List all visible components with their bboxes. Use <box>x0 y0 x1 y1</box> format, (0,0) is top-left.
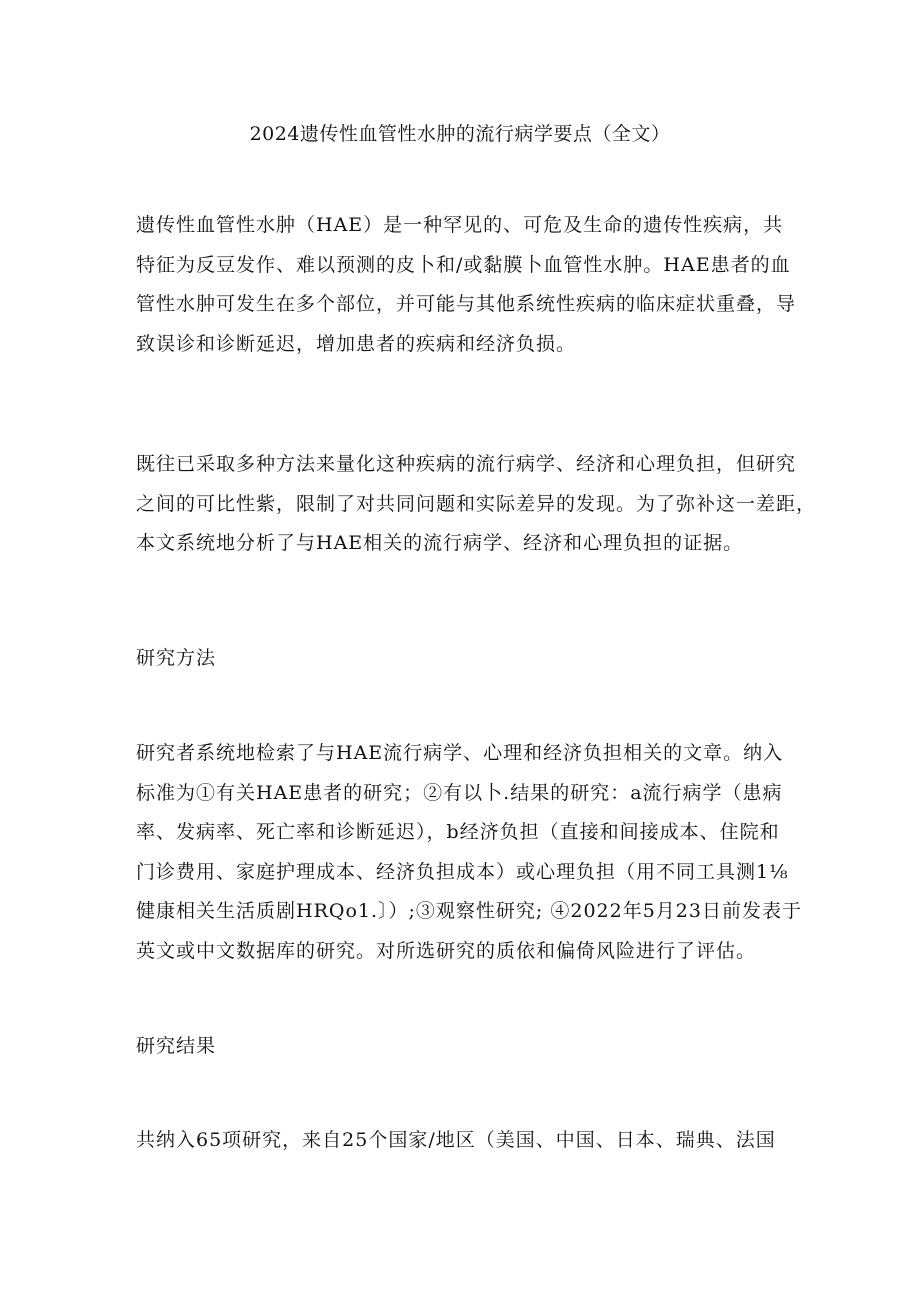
paragraph-line: 门诊费用、家庭护理成本、经济负担成本）或心理负担（用不同工具测1⅛ <box>136 860 789 883</box>
paragraph-line: 致误诊和诊断延迟，增加患者的疾病和经济负损。 <box>136 332 577 355</box>
paragraph-line: 英文或中文数据库的研究。对所选研究的质依和偏倚风险进行了评估。 <box>136 939 757 962</box>
paragraph-intro <box>136 206 796 364</box>
paragraph-background <box>136 445 817 564</box>
paragraph-line: 之间的可比性紫，限制了对共同问题和实际差异的发现。为了弥补这一差距， <box>136 492 817 515</box>
document-title: 2024遗传性血管性水肿的流行病学要点（全文） <box>249 123 671 145</box>
paragraph-line: 既往已采取多种方法来量化这种疾病的流行病学、经济和心理负担，但研究 <box>136 453 797 475</box>
paragraph-line: 共纳入65项研究，来自25个国家/地区（美国、中国、日本、瑞典、法国 <box>136 1129 776 1151</box>
paragraph-line: 管性水肿可发生在多个部位，并可能与其他系统性疾病的临床症状重叠，导 <box>136 293 797 315</box>
paragraph-results <box>136 1121 796 1161</box>
paragraph-line: 率、发病率、死亡率和诊断延迟），b经济负担（直接和间接成本、住院和 <box>136 821 780 843</box>
section-heading-methods: 研究方法 <box>136 647 217 669</box>
paragraph-line: 特征为反豆发作、难以预测的皮卜和/或黏膜卜血管性水肿。HAE患者的血 <box>136 253 791 276</box>
paragraph-line: 本文系统地分析了与HAE相关的流行病学、经济和心理负担的证据。 <box>136 532 744 554</box>
paragraph-line: 标准为①有关HAE患者的研究；②有以卜.结果的研究：a流行病学（患病 <box>136 781 783 804</box>
paragraph-line: 研究者系统地检索了与HAE流行病学、心理和经济负担相关的文章。纳入 <box>136 742 784 764</box>
paragraph-line: 健康相关生活质剧HRQo1.〕）;③观察性研究; ④2022年5月23日前发表于 <box>136 900 802 922</box>
paragraph-line: 遗传性血管性水肿（HAE）是一种罕见的、可危及生命的遗传性疾病，共 <box>136 214 784 236</box>
paragraph-methods <box>136 734 802 971</box>
section-heading-results: 研究结果 <box>136 1035 217 1057</box>
